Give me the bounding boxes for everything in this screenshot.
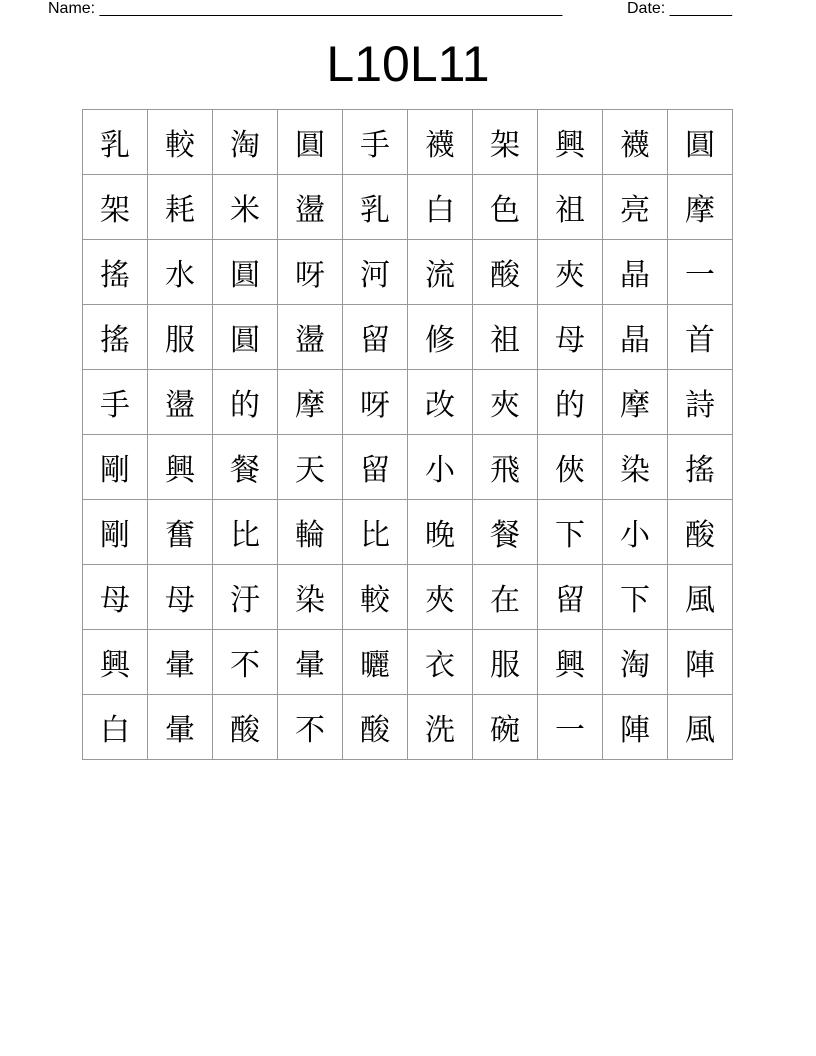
grid-cell: 改 [408, 370, 473, 435]
grid-cell: 盪 [278, 175, 343, 240]
grid-cell: 夾 [538, 240, 603, 305]
grid-cell: 耗 [148, 175, 213, 240]
grid-cell: 較 [148, 110, 213, 175]
grid-cell: 輪 [278, 500, 343, 565]
grid-cell: 詩 [668, 370, 733, 435]
grid-row [83, 110, 733, 175]
grid-cell: 淘 [603, 630, 668, 695]
grid-cell: 小 [603, 500, 668, 565]
grid-cell: 染 [278, 565, 343, 630]
grid-cell: 衣 [408, 630, 473, 695]
grid-cell: 俠 [538, 435, 603, 500]
grid-row [83, 370, 733, 435]
grid-cell: 祖 [538, 175, 603, 240]
grid-cell: 修 [408, 305, 473, 370]
grid-cell: 興 [538, 630, 603, 695]
grid-cell: 奮 [148, 500, 213, 565]
grid-cell: 淘 [213, 110, 278, 175]
grid-cell: 服 [473, 630, 538, 695]
grid-cell: 酸 [668, 500, 733, 565]
grid-cell: 酸 [343, 695, 408, 760]
grid-cell: 酸 [213, 695, 278, 760]
grid-cell: 搖 [83, 240, 148, 305]
grid-cell: 晶 [603, 240, 668, 305]
grid-cell: 水 [148, 240, 213, 305]
grid-cell: 白 [408, 175, 473, 240]
grid-cell: 在 [473, 565, 538, 630]
grid-row [83, 305, 733, 370]
grid-cell: 呀 [343, 370, 408, 435]
grid-cell: 洗 [408, 695, 473, 760]
grid-row [83, 695, 733, 760]
grid-cell: 圓 [213, 240, 278, 305]
grid-cell: 暈 [148, 695, 213, 760]
grid-cell: 比 [213, 500, 278, 565]
grid-cell: 手 [83, 370, 148, 435]
grid-cell: 架 [83, 175, 148, 240]
grid-cell: 盪 [278, 305, 343, 370]
grid-cell: 服 [148, 305, 213, 370]
grid-cell: 暈 [148, 630, 213, 695]
grid-cell: 留 [538, 565, 603, 630]
grid-row [83, 175, 733, 240]
grid-cell: 晶 [603, 305, 668, 370]
grid-cell: 下 [603, 565, 668, 630]
grid-cell: 酸 [473, 240, 538, 305]
grid-cell: 曬 [343, 630, 408, 695]
grid-cell: 一 [538, 695, 603, 760]
page-title: L10L11 [326, 36, 490, 92]
grid-cell: 搖 [83, 305, 148, 370]
grid-cell: 風 [668, 565, 733, 630]
grid-cell: 圓 [278, 110, 343, 175]
grid-cell: 乳 [343, 175, 408, 240]
grid-row [83, 240, 733, 305]
grid-cell: 架 [473, 110, 538, 175]
grid-cell: 染 [603, 435, 668, 500]
grid-cell: 餐 [213, 435, 278, 500]
grid-cell: 母 [538, 305, 603, 370]
grid-cell: 剛 [83, 500, 148, 565]
grid-cell: 河 [343, 240, 408, 305]
grid-cell: 餐 [473, 500, 538, 565]
grid-cell: 興 [83, 630, 148, 695]
grid-cell: 一 [668, 240, 733, 305]
grid-cell: 母 [148, 565, 213, 630]
grid-cell: 圓 [213, 305, 278, 370]
date-field-label: Date: _______ [627, 0, 732, 17]
grid-cell: 留 [343, 305, 408, 370]
grid-cell: 搖 [668, 435, 733, 500]
grid-cell: 色 [473, 175, 538, 240]
grid-cell: 較 [343, 565, 408, 630]
grid-cell: 暈 [278, 630, 343, 695]
grid-cell: 的 [213, 370, 278, 435]
grid-cell: 留 [343, 435, 408, 500]
grid-row [83, 565, 733, 630]
grid-cell: 圓 [668, 110, 733, 175]
grid-cell: 飛 [473, 435, 538, 500]
grid-cell: 天 [278, 435, 343, 500]
grid-cell: 比 [343, 500, 408, 565]
grid-cell: 興 [148, 435, 213, 500]
grid-cell: 乳 [83, 110, 148, 175]
grid-cell: 摩 [668, 175, 733, 240]
grid-cell: 襪 [408, 110, 473, 175]
grid-cell: 白 [83, 695, 148, 760]
grid-cell: 興 [538, 110, 603, 175]
grid-cell: 小 [408, 435, 473, 500]
grid-cell: 祖 [473, 305, 538, 370]
grid-cell: 夾 [473, 370, 538, 435]
grid-cell: 手 [343, 110, 408, 175]
grid-cell: 晚 [408, 500, 473, 565]
grid-cell: 首 [668, 305, 733, 370]
grid-cell: 亮 [603, 175, 668, 240]
grid-cell: 陣 [603, 695, 668, 760]
grid-cell: 摩 [278, 370, 343, 435]
grid-cell: 下 [538, 500, 603, 565]
grid-cell: 摩 [603, 370, 668, 435]
grid-cell: 夾 [408, 565, 473, 630]
grid-cell: 襪 [603, 110, 668, 175]
grid-cell: 盪 [148, 370, 213, 435]
word-search-grid [82, 109, 733, 760]
grid-cell: 呀 [278, 240, 343, 305]
grid-cell: 剛 [83, 435, 148, 500]
grid-cell: 流 [408, 240, 473, 305]
grid-cell: 汙 [213, 565, 278, 630]
grid-cell: 陣 [668, 630, 733, 695]
grid-row [83, 435, 733, 500]
grid-cell: 碗 [473, 695, 538, 760]
name-field-label: Name: ____________________________________________________ [48, 0, 563, 17]
grid-row [83, 500, 733, 565]
grid-cell: 母 [83, 565, 148, 630]
grid-cell: 米 [213, 175, 278, 240]
grid-cell: 不 [213, 630, 278, 695]
grid-row [83, 630, 733, 695]
grid-cell: 的 [538, 370, 603, 435]
grid-cell: 風 [668, 695, 733, 760]
grid-cell: 不 [278, 695, 343, 760]
